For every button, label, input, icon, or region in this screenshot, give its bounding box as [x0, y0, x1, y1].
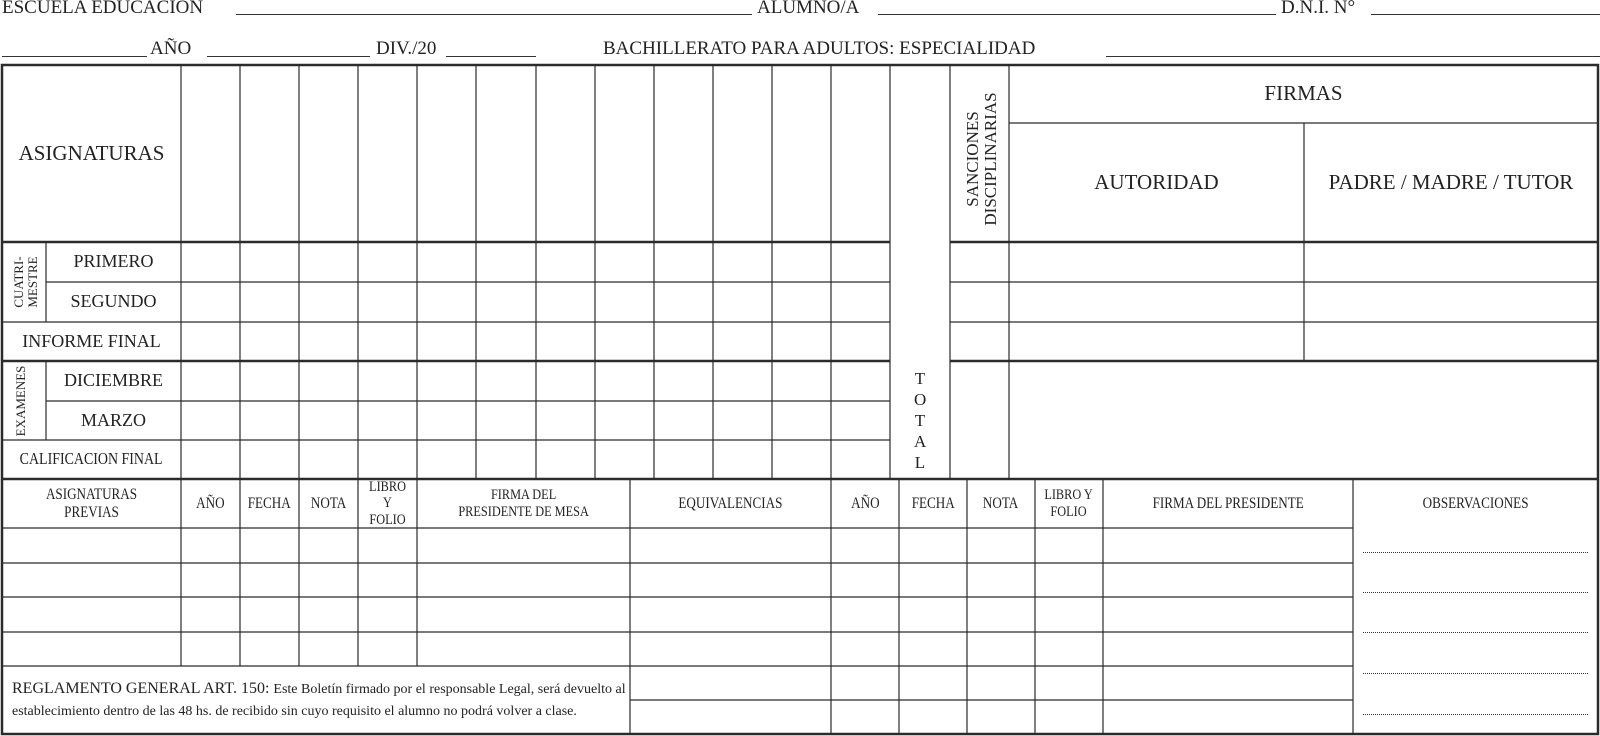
observaciones-line[interactable]	[1363, 592, 1588, 593]
observaciones-line[interactable]	[1363, 673, 1588, 674]
previas-libro-folio-header: LIBRO Y FOLIO	[369, 478, 406, 528]
previas-anio-header: AÑO	[196, 494, 225, 512]
equivalencias-fecha-header: FECHA	[911, 494, 955, 512]
asignaturas-header: ASIGNATURAS	[18, 140, 165, 165]
observaciones-line[interactable]	[1363, 632, 1588, 633]
marzo-label: MARZO	[80, 409, 146, 430]
previas-fecha-header: FECHA	[247, 494, 291, 512]
calificacion-final-label: CALIFICACION FINAL	[20, 449, 163, 469]
diciembre-label: DICIEMBRE	[64, 370, 163, 391]
total-label: TOTAL	[914, 368, 927, 472]
equivalencias-nota-header: NOTA	[983, 494, 1019, 512]
firmas-header: FIRMAS	[1264, 81, 1343, 106]
segundo-label: SEGUNDO	[70, 291, 157, 312]
equivalencias-firma-presidente-header: FIRMA DEL PRESIDENTE	[1152, 494, 1304, 512]
observaciones-header: OBSERVACIONES	[1422, 494, 1529, 512]
sanciones-label: SANCIONES DISCIPLINARIAS	[963, 92, 1000, 226]
equivalencias-libro-folio-header: LIBRO Y FOLIO	[1044, 487, 1094, 520]
padre-madre-tutor-label: PADRE / MADRE / TUTOR	[1328, 169, 1574, 194]
div-label: DIV./20	[376, 38, 437, 59]
dni-label: D.N.I. N°	[1281, 0, 1356, 18]
anio-label: AÑO	[150, 38, 192, 59]
previas-asignaturas-header: ASIGNATURAS PREVIAS	[45, 485, 138, 521]
reglamento-title: REGLAMENTO GENERAL ART. 150:	[12, 680, 270, 697]
examenes-label: EXAMENES	[13, 365, 28, 437]
observaciones-line[interactable]	[1363, 552, 1588, 553]
reglamento-text	[12, 678, 624, 723]
reglamento-line1: Este Boletín firmado por el responsable Legal, será devuelto al	[273, 682, 626, 697]
observaciones-line[interactable]	[1363, 714, 1588, 715]
alumno-label: ALUMNO/A	[757, 0, 860, 18]
autoridad-label: AUTORIDAD	[1094, 169, 1219, 194]
equivalencias-header: EQUIVALENCIAS	[678, 494, 783, 512]
equivalencias-anio-header: AÑO	[850, 494, 880, 512]
previas-nota-header: NOTA	[310, 494, 347, 512]
primero-label: PRIMERO	[73, 251, 154, 272]
cuatrimestre-label: CUATRI- MESTRE	[11, 256, 40, 308]
reglamento-line2: establecimiento dentro de las 48 hs. de recibido sin cuyo requisito el alumno no podrá volver a clase.	[12, 704, 577, 719]
previas-firma-presidente-mesa-header: FIRMA DEL PRESIDENTE DE MESA	[458, 487, 589, 520]
escuela-label: ESCUELA EDUCACION	[2, 0, 204, 18]
bachillerato-label: BACHILLERATO PARA ADULTOS: ESPECIALIDAD	[603, 38, 1036, 59]
informe-final-label: INFORME FINAL	[22, 330, 161, 351]
